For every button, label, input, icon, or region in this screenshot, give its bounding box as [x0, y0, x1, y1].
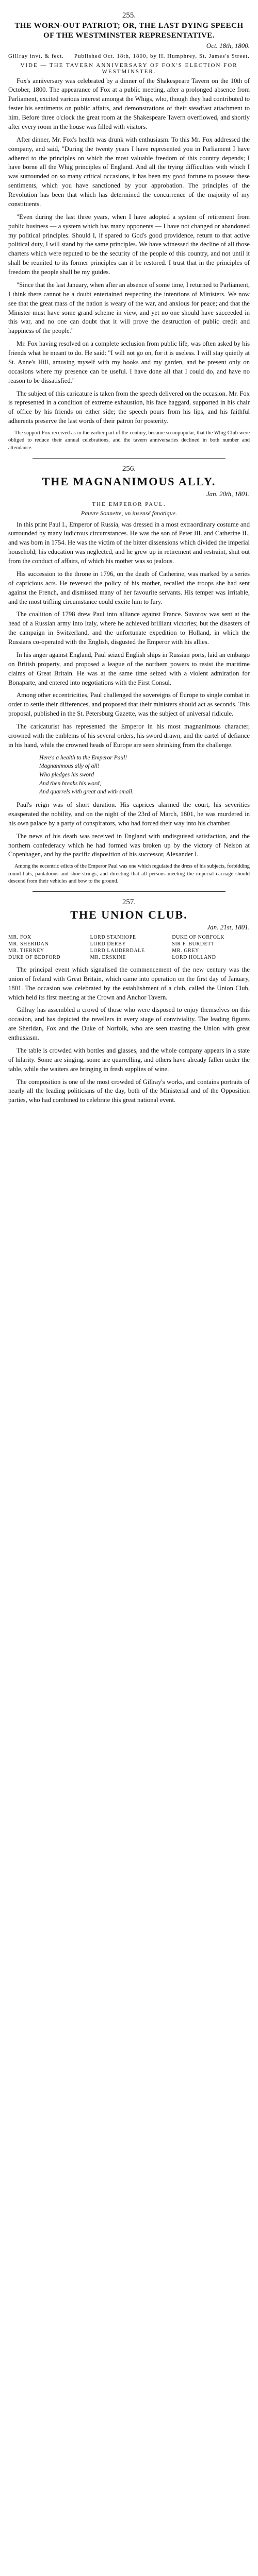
entry-256 — [8, 465, 250, 885]
person-name: SIR F. BURDETT — [172, 941, 215, 947]
person-name: MR. GREY — [172, 947, 199, 954]
paragraph: The table is crowded with bottles and glasses, and the whole company appears in a state of hilarity. Some are singing, some are quarrelling, and others have already fallen under the table, while the waiters are bringing in fresh supplies of wine. — [8, 1046, 250, 1073]
section-divider — [33, 891, 225, 892]
person-name: LORD DERBY — [90, 941, 126, 947]
plate-caption: VIDE — THE TAVERN ANNIVERSARY OF FOX'S ELECTION FOR WESTMINSTER. — [20, 62, 238, 75]
verse-line: And then breaks his word, — [39, 780, 101, 787]
paragraph: Mr. Fox having resolved on a complete seclusion from public life, was often asked by his friends what he meant to do. He said: "I will not go on, for it is useless. I will stay quietly at St. Anne's Hill, amusing myself with my books and my garden, and be present only on occasions where my presence can be useful. I have done all that I could do, and have no reason to be dissatisfied." — [8, 340, 250, 384]
imprint-right: Published Oct. 18th, 1800, by H. Humphrey, St. James's Street. — [74, 53, 250, 59]
person-name: LORD LAUDERDALE — [90, 947, 145, 954]
plate-date: Jan. 21st, 1801. — [207, 923, 250, 931]
imprint-row — [8, 53, 250, 59]
paragraph: The subject of this caricature is taken from the speech delivered on the occasion. Mr. Fox is represented in a condition of extreme exhaustion, his face haggard, supported in his chair of office by his friends on either side; the speech pours from his lips, and his faithful adherents preserve the last words of their patron for posterity. — [8, 389, 250, 425]
plate-date: Jan. 20th, 1801. — [206, 489, 250, 498]
verse-line: Who pledges his sword — [39, 772, 94, 778]
footnote: The support Fox received as in the earlier part of the century, became so unpopular, that the Whig Club were obliged to reduce their annual celebrations, and the tavern anniversaries declined in both number and attendance. — [8, 430, 250, 451]
paragraph: In his anger against England, Paul seized English ships in Russian ports, laid an embargo on British property, and proposed a league of the northern powers to resist the maritime claims of Great Britain. He was at the same time seized with a violent admiration for Bonaparte, and entered into negotiations with the First Consul. — [8, 651, 250, 686]
persons-list — [8, 935, 250, 960]
person-name: LORD STANHOPE — [90, 934, 136, 940]
section-divider — [33, 458, 225, 459]
verse-line: Magnanimous ally of all! — [39, 763, 100, 770]
person-name: DUKE OF BEDFORD — [8, 954, 61, 960]
paragraph: The composition is one of the most crowded of Gillray's works, and contains portraits of nearly all the leading politicians of the day, both of the Ministerial and of the Opposition parties, who had combined to celebrate this great national event. — [8, 1078, 250, 1104]
person-name: DUKE OF NORFOLK — [172, 934, 225, 940]
footnote: Among the eccentric edicts of the Emperor Paul was one which regulated the dress of his subjects, forbidding round hats, pantaloons and shoe-strings, and directing that all persons meeting the imperial carriage should descend from their vehicles and bow to the ground. — [8, 863, 250, 885]
plate-title: THE MAGNANIMOUS ALLY. — [42, 475, 216, 488]
verse-line: And quarrels with great and with small. — [39, 789, 134, 795]
plate-date: Oct. 18th, 1800. — [206, 41, 250, 49]
plate-caption: THE EMPEROR PAUL. — [92, 501, 166, 507]
person-name: MR. SHERIDAN — [8, 941, 49, 947]
verse-block — [39, 754, 250, 796]
person-name: MR. TIERNEY — [8, 947, 44, 954]
paragraph: The principal event which signalised the commencement of the new century was the union of Ireland with Great Britain, which came into operation on the first day of January, 1801. The occasion was celebrated by the establishment of a club, called the Union Club, which held its first meeting at the Crown and Anchor Tavern. — [8, 965, 250, 1001]
imprint-left: Gillray invt. & fect. — [8, 53, 64, 59]
paragraph: "Since that the last January, when after an absence of some time, I returned to Parliament, I think there cannot be a doubt entertained respecting the intentions of Ministers. We now see that the great mass of the nation is weary of the war, and anxious for peace; and that the Minister must have some grand scheme in view, and yet no one should have succeeded in this war, and no one can doubt that it will prove the destruction of public credit and happiness of the people." — [8, 281, 250, 335]
paragraph: Among other eccentricities, Paul challenged the sovereigns of Europe to single combat in order to settle their differences, and proposed that their ministers should act as seconds. This proposal, published in the St. Petersburg Gazette, was the subject of universal ridicule. — [8, 691, 250, 718]
plate-number: 255. — [122, 11, 136, 20]
paragraph: Fox's anniversary was celebrated by a dinner of the Shakespeare Tavern on the 10th of October, 1800. The appearance of Fox at a public meeting, after a prolonged absence from Parliament, excited various interest amongst the Whigs, who, though they had contributed to fester his sentiments on public affairs, and demonstrations of their steadfast attachment to him. Before three o'clock the great room at the Shakespeare Tavern overflowed, and shortly after every room in the house was filled with visitors. — [8, 77, 250, 130]
plate-number: 256. — [122, 465, 136, 473]
paragraph: The caricaturist has represented the Emperor in his most magnanimous character, crowned with the emblems of his several orders, his sword drawn, and the cartel of defiance in his hand, while the crowned heads of Europe are seen shrinking from the challenge. — [8, 723, 250, 749]
entry-255 — [8, 11, 250, 452]
paragraph: His succession to the throne in 1796, on the death of Catherine, was marked by a series of capricious acts. He reversed the policy of his mother, recalled the troops she had sent against the French, and dismissed many of her favourite servants. His temper was irritable, and the most trifling circumstance could excite him to fury. — [8, 570, 250, 605]
document-page — [4, 0, 254, 1121]
plate-title: THE UNION CLUB. — [70, 908, 188, 922]
paragraph: The news of his death was received in England with undisguised satisfaction, and the northern confederacy which he had formed was broken up by the victory of Nelson at Copenhagen, and by the pacific disposition of his successor, Alexander I. — [8, 832, 250, 858]
person-name: MR. FOX — [8, 934, 31, 940]
paragraph: Paul's reign was of short duration. His caprices alarmed the court, his severities exasperated the nobility, and on the night of the 23rd of March, 1801, he was murdered in his own palace by a party of conspirators, who had forced their way into his chamber. — [8, 801, 250, 827]
paragraph: After dinner, Mr. Fox's health was drunk with enthusiasm. To this Mr. Fox addressed the company, and said, "During the twenty years I have represented you in Parliament I have adhered to the principles on which the most valuable freedom of this country depends; I have borne all the Whig principles of England. And all the trying difficulties with which I was surrounded on so many critical occasions, it has been my good fortune to possess these sentiments, which you have sanctioned by your approbation. The principles of the Revolution has been that which has determined the concurrence of the majority of my constituents. — [8, 135, 250, 208]
plate-number: 257. — [122, 898, 136, 907]
paragraph: In this print Paul I., Emperor of Russia, was dressed in a most extraordinary costume and surrounded by many ludicrous circumstances. He was the son of Peter III. and Catherine II., and was born in 1754. He was the victim of the bitter dissensions which divided the imperial household; his education was neglected, and he grew up in retirement and restraint, shut out from the conduct of affairs, of which his mother was so jealous. — [8, 520, 250, 565]
entry-257 — [8, 898, 250, 1105]
person-name: LORD HOLLAND — [172, 954, 216, 960]
verse-line: Here's a health to the Emperor Paul! — [39, 754, 127, 761]
person-name: MR. ERSKINE — [90, 954, 126, 960]
plate-title: THE WORN-OUT PATRIOT; OR, THE LAST DYING SPEECH OF THE WESTMINSTER REPRESENTATIVE. — [14, 22, 244, 40]
paragraph: "Even during the last three years, when I have adopted a system of retirement from public business — a system which has many opponents — I have not changed or abandoned my political principles. Should I, if spared to God's good providence, return to that active political duty, I will stand by the same principles. We have witnessed the decline of all those charters which were reputed to be the security of the people of this country, and not until it shall be reunited to its former principles can it be restored. I trust that in the principles of freedom the people shall be my guides. — [8, 213, 250, 276]
paragraph: Gillray has assembled a crowd of those who were disposed to enjoy themselves on this occasion, and has depicted the revellers in every stage of conviviality. The leading figures are Sheridan, Fox and the Duke of Norfolk, who are seen toasting the Union with great enthusiasm. — [8, 1006, 250, 1042]
plate-subcaption: Pauvre Sonnette, un insensé fanatique. — [80, 509, 178, 517]
paragraph: The coalition of 1798 drew Paul into alliance against France. Suvorov was sent at the head of a Russian army into Italy, where he achieved brilliant victories; but the disasters of the campaign in Switzerland, and the unfortunate expedition to Holland, in which the Russians co-operated with the English, disgusted the Emperor with his allies. — [8, 611, 250, 646]
